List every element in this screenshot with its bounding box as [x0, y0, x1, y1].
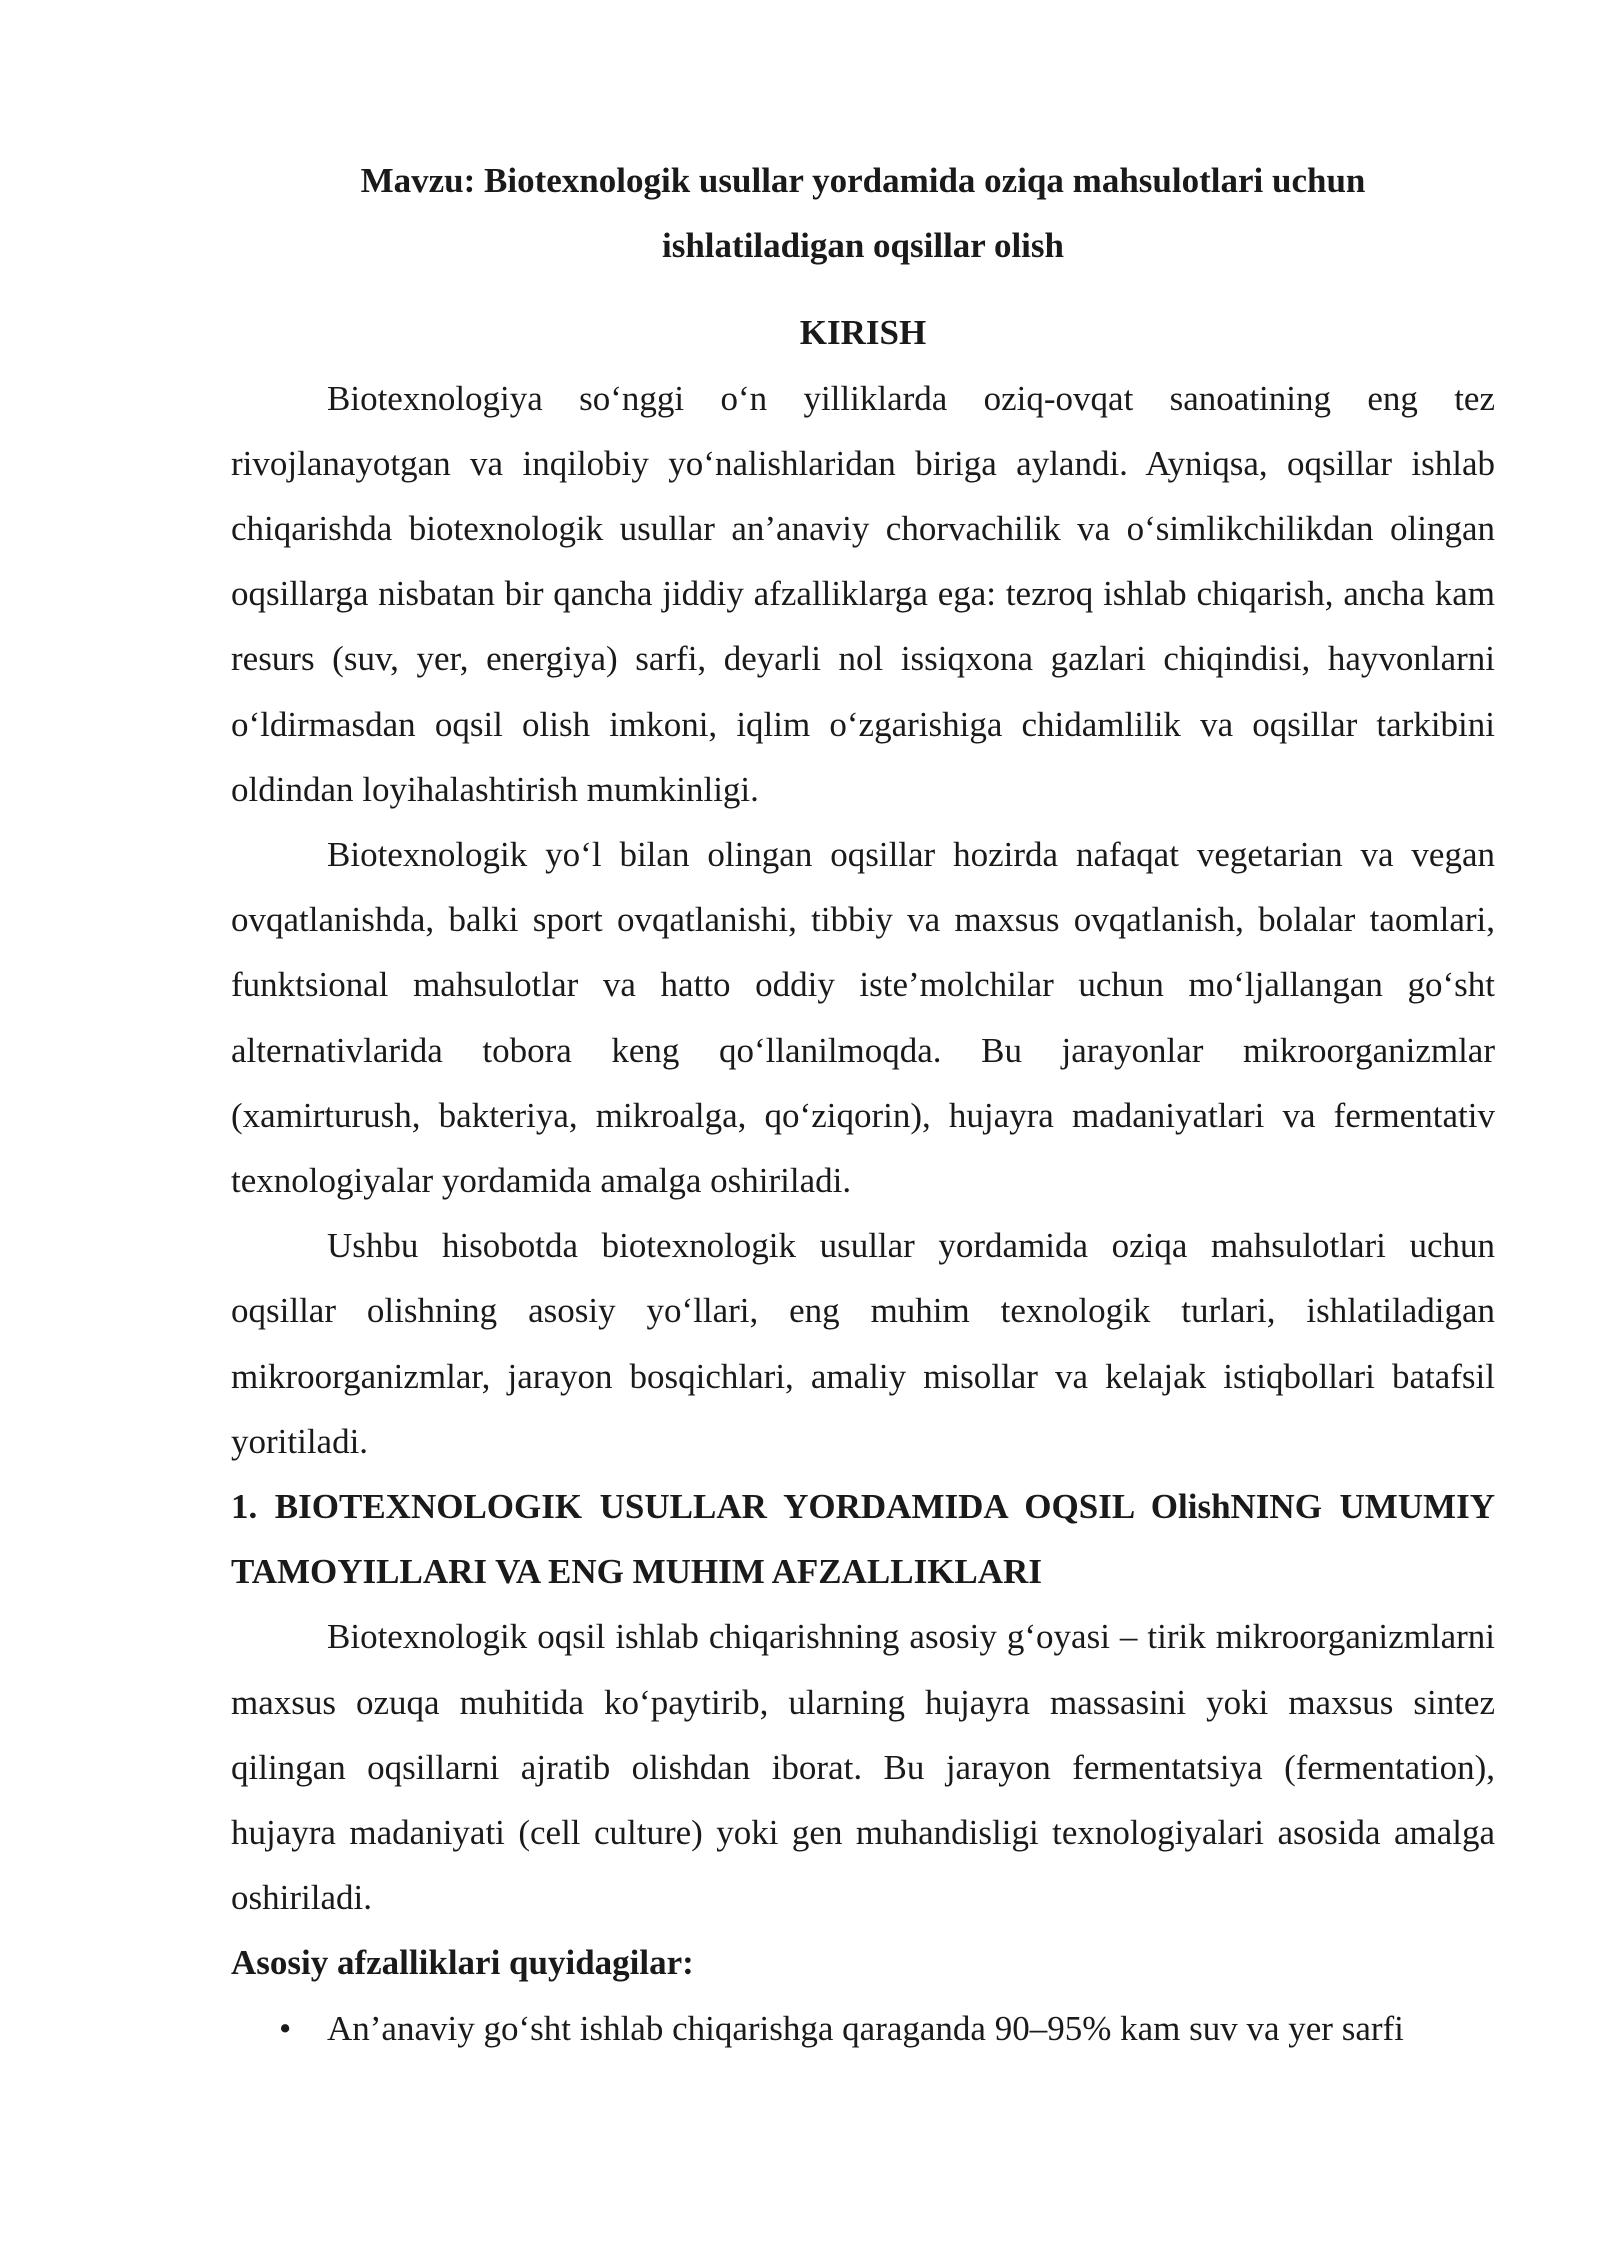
list-item-text: An’anaviy go‘sht ishlab chiqarishga qaraganda 90–95% kam suv va yer sarfi — [327, 2008, 1404, 2048]
list-item — [231, 1996, 1495, 2061]
document-page — [231, 148, 1495, 2061]
advantages-list — [231, 1996, 1495, 2061]
bullet-icon: • — [279, 2008, 292, 2048]
intro-paragraph-3: Ushbu hisobotda biotexnologik usullar yordamida oziqa mahsulotlari uchun oqsillar olishning asosiy yo‘llari, eng muhim texnologik turlari, ishlatiladigan mikroorganizmlar, jarayon bosqichlari, amaliy misollar va kelajak istiqbollari batafsil yoritiladi. — [231, 1226, 1495, 1461]
section-1-paragraph: Biotexnologik oqsil ishlab chiqarishning asosiy g‘oyasi – tirik mikroorganizmlarni maxsus ozuqa muhitida ko‘paytirib, ularning hujayra massasini yoki maxsus sintez qilingan oqsillarni ajratib olishdan iborat. Bu jarayon fermentatsiya (fermentation), hujayra madaniyati (cell culture) yoki gen muhandisligi texnologiyalari asosida amalga oshiriladi. — [231, 1617, 1495, 1918]
intro-paragraph-1: Biotexnologiya so‘nggi o‘n yilliklarda oziq-ovqat sanoatining eng tez rivojlanayotgan va inqilobiy yo‘nalishlaridan biriga aylandi. Ayniqsa, oqsillar ishlab chiqarishda biotexnologik usullar an’anaviy chorvachilik va o‘simlikchilikdan olingan oqsillarga nisbatan bir qancha jiddiy afzalliklarga ega: tezroq ishlab chiqarish, ancha kam resurs (suv, yer, energiya) sarfi, deyarli nol issiqxona gazlari chiqindisi, hayvonlarni o‘ldirmasdan oqsil olish imkoni, iqlim o‘zgarishiga chidamlilik va oqsillar tarkibini oldindan loyihalashtirish mumkinligi. — [231, 378, 1495, 809]
document-title: Mavzu: Biotexnologik usullar yordamida oziqa mahsulotlari uchun ishlatiladigan oqsillar olish — [360, 161, 1366, 266]
section-1-heading: 1. BIOTEXNOLOGIK USULLAR YORDAMIDA OQSIL OlishNING UMUMIY TAMOYILLARI VA ENG MUHIM AFZALLIKLARI — [231, 1487, 1495, 1592]
advantages-heading: Asosiy afzalliklari quyidagilar: — [231, 1943, 694, 1983]
intro-paragraph-2: Biotexnologik yo‘l bilan olingan oqsillar hozirda nafaqat vegetarian va vegan ovqatlanishda, balki sport ovqatlanishi, tibbiy va maxsus ovqatlanish, bolalar taomlari, funktsional mahsulotlar va hatto oddiy iste’molchilar uchun mo‘ljallangan go‘sht alternativlarida tobora keng qo‘llanilmoqda. Bu jarayonlar mikroorganizmlar (xamirturush, bakteriya, mikroalga, qo‘ziqorin), hujayra madaniyatlari va fermentativ texnologiyalar yordamida amalga oshiriladi. — [231, 835, 1495, 1201]
intro-heading: KIRISH — [799, 313, 927, 353]
